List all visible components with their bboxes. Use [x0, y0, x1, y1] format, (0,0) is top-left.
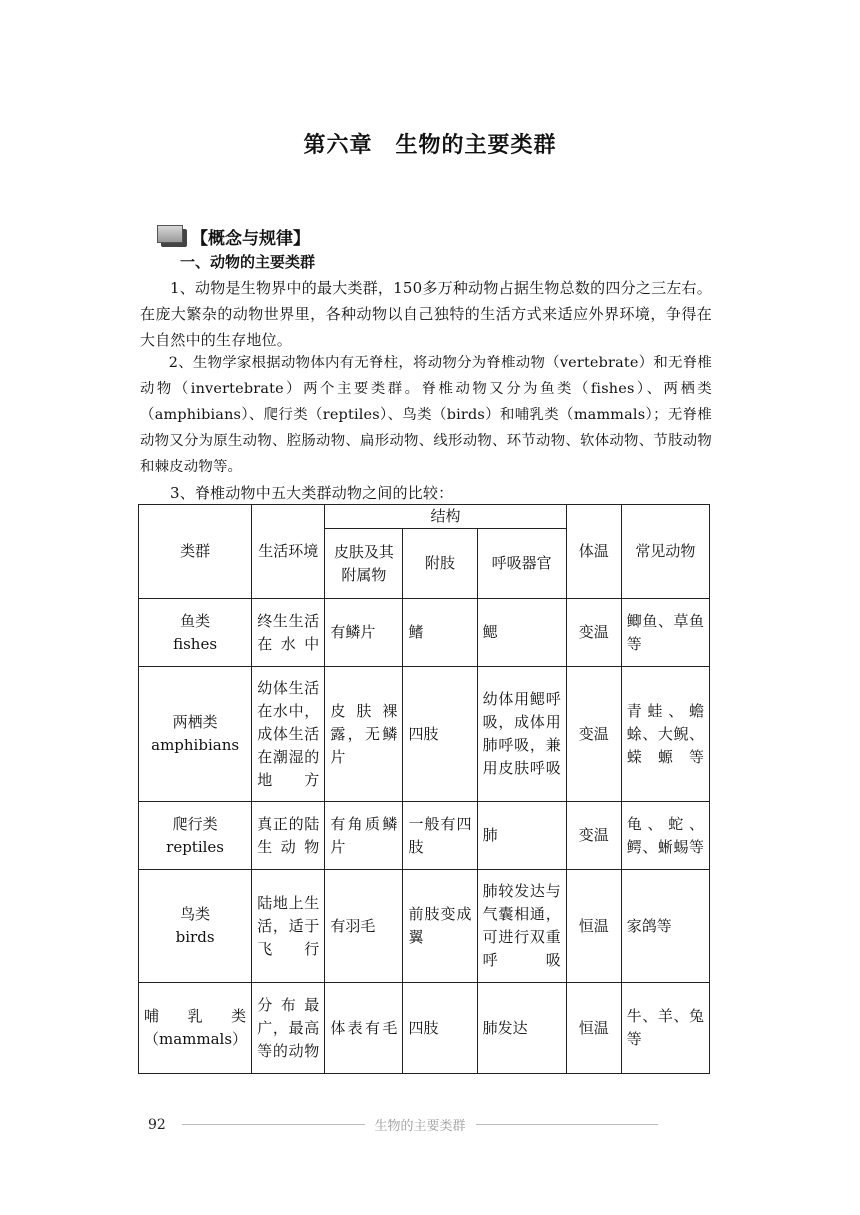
temperature-cell: 恒温 [566, 983, 621, 1074]
header-examples: 常见动物 [621, 505, 709, 599]
table-row [139, 983, 710, 1074]
habitat-cell: 陆地上生活，适于飞行 [252, 870, 325, 983]
respiration-cell: 鳃 [477, 599, 566, 667]
paragraph-2: 2、生物学家根据动物体内有无脊柱，将动物分为脊椎动物（vertebrate）和无脊椎动物（invertebrate）两个主要类群。脊椎动物又分为鱼类（fishes）、两栖类（amphibians）、爬行类（reptiles）、鸟类（birds）和哺乳类（mammals）；无脊椎动物又分为原生动物、腔肠动物、扁形动物、线形动物、环节动物、软体动物、节肢动物和棘皮动物等。 [140, 355, 712, 475]
table-row [139, 802, 710, 870]
limbs-cell: 四肢 [403, 983, 477, 1074]
header-limbs: 附肢 [403, 529, 477, 599]
group-latin: birds [175, 928, 215, 946]
temperature-cell: 变温 [566, 599, 621, 667]
header-skin: 皮肤及其附属物 [325, 529, 403, 599]
examples-cell: 家鸽等 [621, 870, 709, 983]
group-latin: reptiles [166, 837, 225, 856]
respiration-cell: 肺发达 [477, 983, 566, 1074]
group-name: 鱼类 [180, 611, 211, 630]
paragraph-1: 1、动物是生物界中的最大类群，150多万种动物占据生物总数的四分之三左右。在庞大繁杂的动物世界里，各种动物以自己独特的生活方式来适应外界环境，争得在大自然中的生存地位。 [140, 279, 712, 349]
respiration-cell: 肺较发达与气囊相通，可进行双重呼吸 [477, 870, 566, 983]
group-cell [139, 802, 252, 870]
habitat-cell: 分布最广，最高等的动物 [252, 983, 325, 1074]
respiration-cell: 幼体用鳃呼吸，成体用肺呼吸，兼用皮肤呼吸 [477, 667, 566, 802]
temperature-cell: 变温 [566, 667, 621, 802]
limbs-cell: 鳍 [403, 599, 477, 667]
table-row [139, 599, 710, 667]
group-latin: amphibians [151, 736, 240, 754]
section-title: 【概念与规律】 [191, 228, 310, 249]
group-name: 两栖类 [172, 713, 218, 731]
table-row [139, 870, 710, 983]
header-habitat: 生活环境 [252, 505, 325, 599]
habitat-cell: 幼体生活在水中，成体生活在潮湿的地方 [252, 667, 325, 802]
section-heading [157, 224, 310, 248]
running-title: 生物的主要类群 [374, 1119, 466, 1134]
examples-cell: 鲫鱼、草鱼等 [621, 599, 709, 667]
respiration-cell: 肺 [477, 802, 566, 870]
header-temperature: 体温 [566, 505, 621, 599]
group-latin: fishes [173, 634, 218, 653]
subsection-title: 一、动物的主要类群 [180, 253, 316, 271]
header-structure: 结构 [325, 505, 566, 529]
header-respiration: 呼吸器官 [477, 529, 566, 599]
chapter-title: 第六章 生物的主要类群 [303, 133, 557, 158]
limbs-cell: 四肢 [403, 667, 477, 802]
footer-rule-right [476, 1124, 659, 1125]
temperature-cell: 恒温 [566, 870, 621, 983]
examples-cell: 牛、羊、兔等 [621, 983, 709, 1074]
table-row [139, 667, 710, 802]
comparison-table [138, 504, 710, 1074]
skin-cell: 皮肤裸露，无鳞片 [325, 667, 403, 802]
group-name: 哺乳类 [144, 1007, 247, 1025]
group-name: 爬行类 [172, 814, 218, 833]
group-latin: （mammals） [144, 1030, 248, 1048]
group-name: 鸟类 [180, 905, 211, 923]
habitat-cell: 真正的陆生动物 [252, 802, 325, 870]
examples-cell: 青蛙、蟾蜍、大鲵、蝾螈等 [621, 667, 709, 802]
group-cell [139, 983, 252, 1074]
skin-cell: 体表有毛 [325, 983, 403, 1074]
habitat-cell: 终生生活在水中 [252, 599, 325, 667]
skin-cell: 有羽毛 [325, 870, 403, 983]
paragraph-3: 3、脊椎动物中五大类群动物之间的比较： [170, 484, 454, 502]
skin-cell: 有角质鳞片 [325, 802, 403, 870]
group-cell [139, 599, 252, 667]
skin-cell: 有鳞片 [325, 599, 403, 667]
book-icon [157, 225, 187, 247]
page-footer [148, 1115, 668, 1134]
group-cell [139, 667, 252, 802]
footer-rule-left [182, 1124, 365, 1125]
page-number: 92 [148, 1116, 166, 1133]
examples-cell: 龟、蛇、鳄、蜥蜴等 [621, 802, 709, 870]
limbs-cell: 前肢变成翼 [403, 870, 477, 983]
temperature-cell: 变温 [566, 802, 621, 870]
header-group: 类群 [139, 505, 252, 599]
group-cell [139, 870, 252, 983]
limbs-cell: 一般有四肢 [403, 802, 477, 870]
